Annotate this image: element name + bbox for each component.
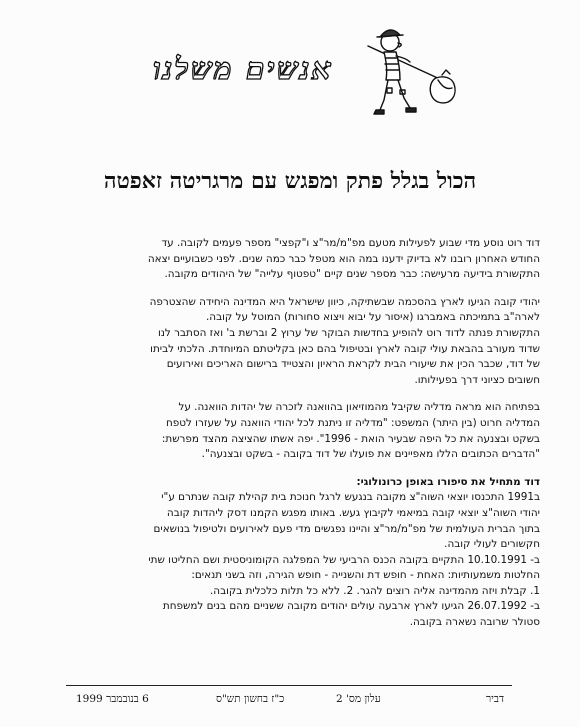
paragraph-4 bbox=[44, 475, 540, 631]
text-line: חקשורים לעולי קובה. bbox=[444, 538, 540, 551]
footer-issue-number: עלון מס' 2 bbox=[336, 693, 381, 705]
paragraph-2 bbox=[44, 295, 540, 389]
text-line: סטולר שרובה נשארה בקובה. bbox=[409, 616, 540, 629]
footer-divider bbox=[66, 685, 512, 686]
text-line: התקשורת בידיעה מרעישה: כבר מספר שנים קיים "טפטוף עלייה" של היהודים מקובה. bbox=[164, 268, 540, 281]
text-line: ב1991 התכנסו יוצאי השוה"צ מקובה בנגעש לרגל חנוכת בית קהילת קובה שנתרם ע"י bbox=[161, 491, 540, 504]
paragraph-1 bbox=[44, 236, 540, 283]
text-line: החלטות משמעותיות: האחת - חופש דת והשנייה - חופש הגירה, וזה בשני תנאים: bbox=[191, 569, 540, 582]
text-line: ב- 10.10.1991 התקיים בקובה הכנס הרביעי של המפלגה הקומוניסטית ושם החליטו שתי bbox=[148, 553, 540, 566]
footer-gregorian-date: 6 בנובמבר 1999 bbox=[76, 693, 149, 705]
paragraph-3 bbox=[44, 400, 540, 462]
text-line: יהודי קובה הגיעו לארץ בהסכמה שבשתיקה, כיוון שישראל היא המדינה היחידה שהצטרפה bbox=[149, 295, 540, 308]
text-line: שדוד מעורב בהבאת עולי קובה לארץ ובטיפול בהם כאן בקליטתם המיוחדת. הלכתי לביתו bbox=[150, 342, 540, 355]
text-line: המדליה חרוט (בין היתר) המשפט: "מדליה זו ניתנת לכל יהודי הוואנה על שעזרו לטפח bbox=[165, 416, 540, 429]
text-line: "הדברים הכתובים הללו מאפיינים את פועלו של דוד בקובה - בשקט ובצנעה". bbox=[201, 448, 540, 461]
text-line: חשובים כציוני דרך בפעילותו. bbox=[414, 373, 540, 386]
text-line: ב- 26.07.1992 הגיעו לארץ ארבעה עולים יהודים מקובה ששניים מהם בנים למשפחת bbox=[162, 600, 540, 613]
text-line: בתוך הברית העולמית של מפ"מ/מר"צ והיינו נפגשים מדי פעם לאירועים ולטיפול בנושאים bbox=[153, 522, 540, 535]
masthead-title: אנשים משלנו bbox=[153, 52, 333, 87]
text-line: דוד מתחיל את סיפורו באופן כרונולוגי: bbox=[356, 475, 540, 488]
article-title: הכול בגלל פתק ומפגש עם מרגריטה זאפטה bbox=[103, 168, 477, 194]
text-line: של דוד, שכבר הכין את שיעורי הבית לקראת הראיון והצטייד ברישום האריכים ואירועים bbox=[166, 358, 540, 371]
text-line: 1. קבלת ויזה מהמדינה אליה רוצים להגר. 2. ללא כל תלות כלכלית בקובה. bbox=[209, 584, 540, 597]
text-line: יהודי השוה"צ יוצאי קובה במיאמי לקיבוץ געש. באותו מפגש הקמנו דסק ליהדות קובה bbox=[166, 506, 540, 519]
hobo-illustration bbox=[350, 18, 470, 128]
article-body bbox=[44, 236, 540, 643]
text-line: בפתיחה הוא מראה מדליה שקיבל מהמוזיאון בהוואנה לזכרה של יהדות הוואנה. על bbox=[178, 401, 540, 414]
page-footer bbox=[66, 693, 512, 711]
text-line: בשקט ובצנעה את כל היפה שבעיר הואת - 1996". יפה אשתו שהציצה מהצד מפרשת: bbox=[161, 432, 540, 445]
footer-hebrew-date: כ"ז בחשון תש"ס bbox=[216, 693, 285, 705]
footer-kibbutz-name: דביר bbox=[485, 693, 504, 705]
text-line: החודש האחרון רובנו לא בדיוק ידענו במה הוא מטפל כבר כמה שנים. לפני כשבועיים יצאה bbox=[147, 252, 540, 265]
text-line: דוד רוט נוסע מדי שבוע לפעילות מטעם מפ"מ/מר"צ ו"קפצי" מספר פעמים לקובה. עד bbox=[161, 237, 540, 249]
text-line: לארה"ב בתמיכתה באמברגו (איסור על יבוא ויצוא סחורות) המוטל על קובה. bbox=[206, 311, 540, 324]
text-line: התקשורת פנתה לדוד רוט להופיע בחדשות הבוקר של ערוץ 2 וברשת ב' ואז הסתבר לנו bbox=[157, 326, 540, 339]
